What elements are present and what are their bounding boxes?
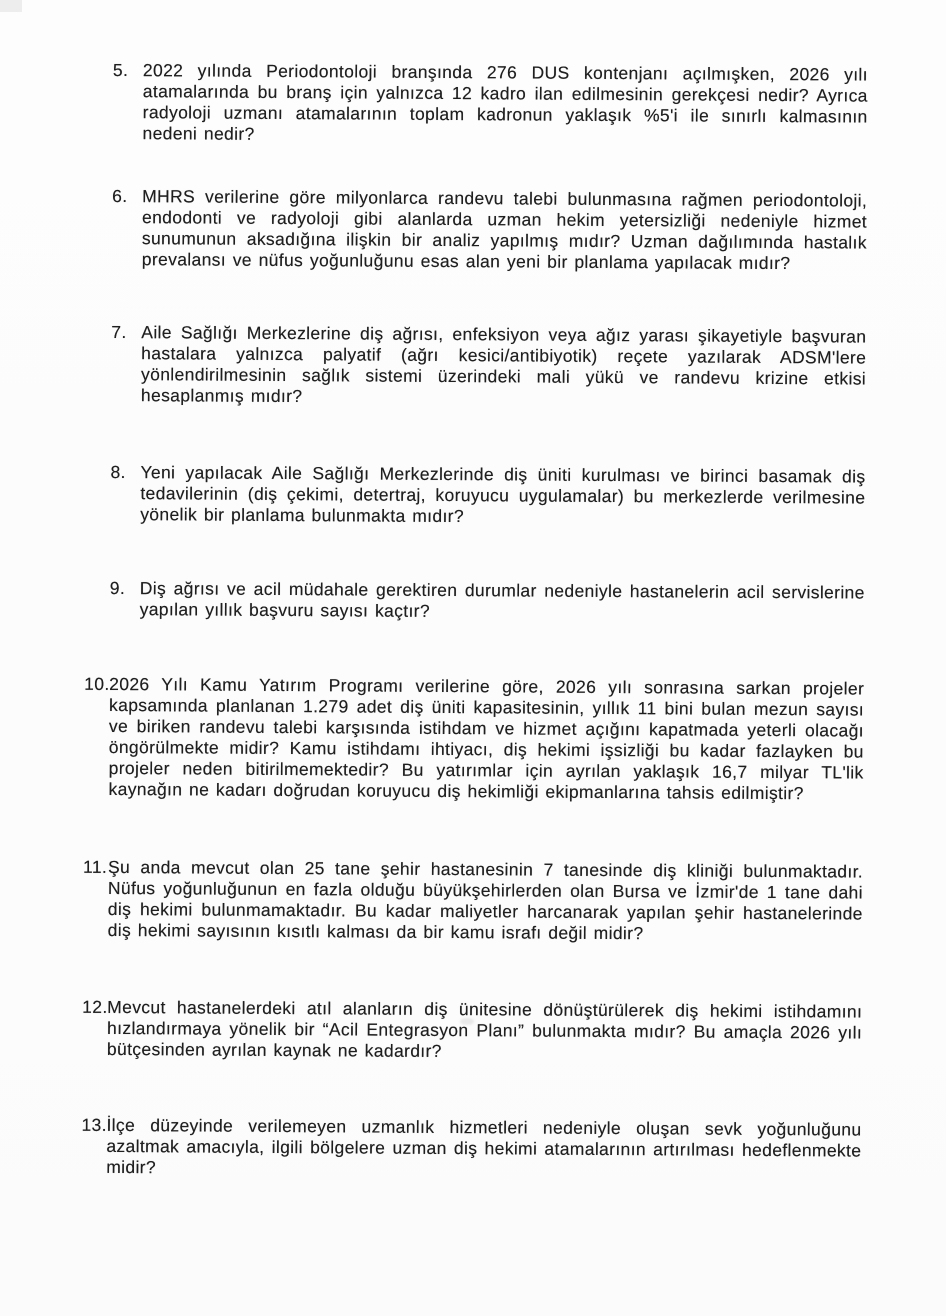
question-number: 8. [110,461,126,483]
question-item-7 [0,321,944,411]
question-item-12 [0,996,940,1065]
question-item-13 [0,1114,940,1183]
question-text: MHRS verilerine göre milyonlarca randevu talebi bulunmasına rağmen periodontoloji, endodonti ve radyoloji gibi alanlarda uzman hekim yetersizliği nedeniyle hizmet sunumunun aksadığına ilişkin bir analiz yapılmış mıdır? Uzman dağılımında hastalık prevalansı ve nüfus yoğunluğunu esas alan yeni bir planlama yapılacak mıdır? [141,186,868,274]
question-item-9 [0,577,943,625]
question-item-10 [0,673,942,805]
question-text: Aile Sağlığı Merkezlerine diş ağrısı, enfeksiyon veya ağız yarası şikayetiyle başvuran hastalara yalnızca palyatif (ağrı kesici/antibiyotik) reçete yazılarak ADSM'lere yönlendirilmesinin sağlık sistemi üzerindeki mali yükü ve randevu krizine etkisi hesaplanmış mıdır? [140,322,867,407]
question-item-8 [0,461,944,530]
question-item-11 [0,856,941,946]
question-text: İlçe düzeyinde verilemeyen uzmanlık hizmetleri nedeniyle oluşan sevk yoğunluğunu azaltmak amacıyla, ilgili bölgelere uzman diş hekimi atamalarının artırılması hedeflenmekte midir? [106,1114,862,1178]
question-text: 2026 Yılı Kamu Yatırım Programı verilerine göre, 2026 yılı sonrasına sarkan projeler kapsamında planlanan 1.279 adet diş üniti kapasitesinin, yıllık 11 bini bulan mezun sayısı ve biriken randevu talebi karşısında istihdam ve hizmet açığını kapatmada yeterli olacağı öngörülmekte midir? Kamu istihdamı ihtiyacı, diş hekimi işsizliği bu kadar fazlayken bu projeler neden bitirilmemektedir? Bu yatırımlar için ayrılan yaklaşık 16,7 milyar TL'lik kaynağın ne kadarı doğrudan koruyucu diş hekimliği ekipmanlarına tahsis edilmiştir? [108,673,865,804]
question-number: 9. [109,577,126,599]
question-number: 13. [81,1114,107,1135]
question-number: 5. [112,59,129,81]
question-number: 7. [111,321,127,343]
question-item-5 [0,59,946,149]
question-number: 6. [112,185,128,207]
question-number: 12. [82,996,108,1017]
question-number: 11. [83,856,108,877]
question-text: Mevcut hastanelerdeki atıl alanların diş ünitesine dönüştürülerek diş hekimi istihdamını hızlandırmaya yönelik bir “Acil Entegrasyon Planı” bulunmakta mıdır? Bu amaçla 2026 yılı bütçesinden ayrılan kaynak ne kadardır? [106,996,863,1061]
question-text: Diş ağrısı ve acil müdahale gerektiren durumlar nedeniyle hastanelerin acil servislerine yapılan yıllık başvuru sayısı kaçtır? [139,578,865,621]
question-item-6 [0,185,945,275]
question-number: 10. [84,673,110,694]
question-text: 2022 yılında Periodontoloji branşında 276 DUS kontenjanı açılmışken, 2026 yılı atamalarında bu branş için yalnızca 12 kadro ilan edilmesinin gerekçesi nedir? Ayrıca radyoloji uzmanı atamalarının toplam kadronun yaklaşık %5'i ile sınırlı kalmasının nedeni nedir? [142,60,868,144]
question-text: Şu anda mevcut olan 25 tane şehir hastanesinin 7 tanesinde diş kliniği bulunmaktadır. Nüfus yoğunluğunun en fazla olduğu büyükşehirlerden olan Bursa ve İzmir'de 1 tane dahi diş hekimi bulunmamaktadır. Bu kadar maliyetler harcanarak yapılan şehir hastanelerinde diş hekimi sayısının kısıtlı kalması da bir kamu israfı değil midir? [107,856,864,944]
question-text: Yeni yapılacak Aile Sağlığı Merkezlerinde diş üniti kurulması ve birinci basamak diş tedavilerinin (diş çekimi, detertraj, koruyucu uygulamalar) bu merkezlerde verilmesine yönelik bir planlama bulunmakta mıdır? [140,462,866,527]
